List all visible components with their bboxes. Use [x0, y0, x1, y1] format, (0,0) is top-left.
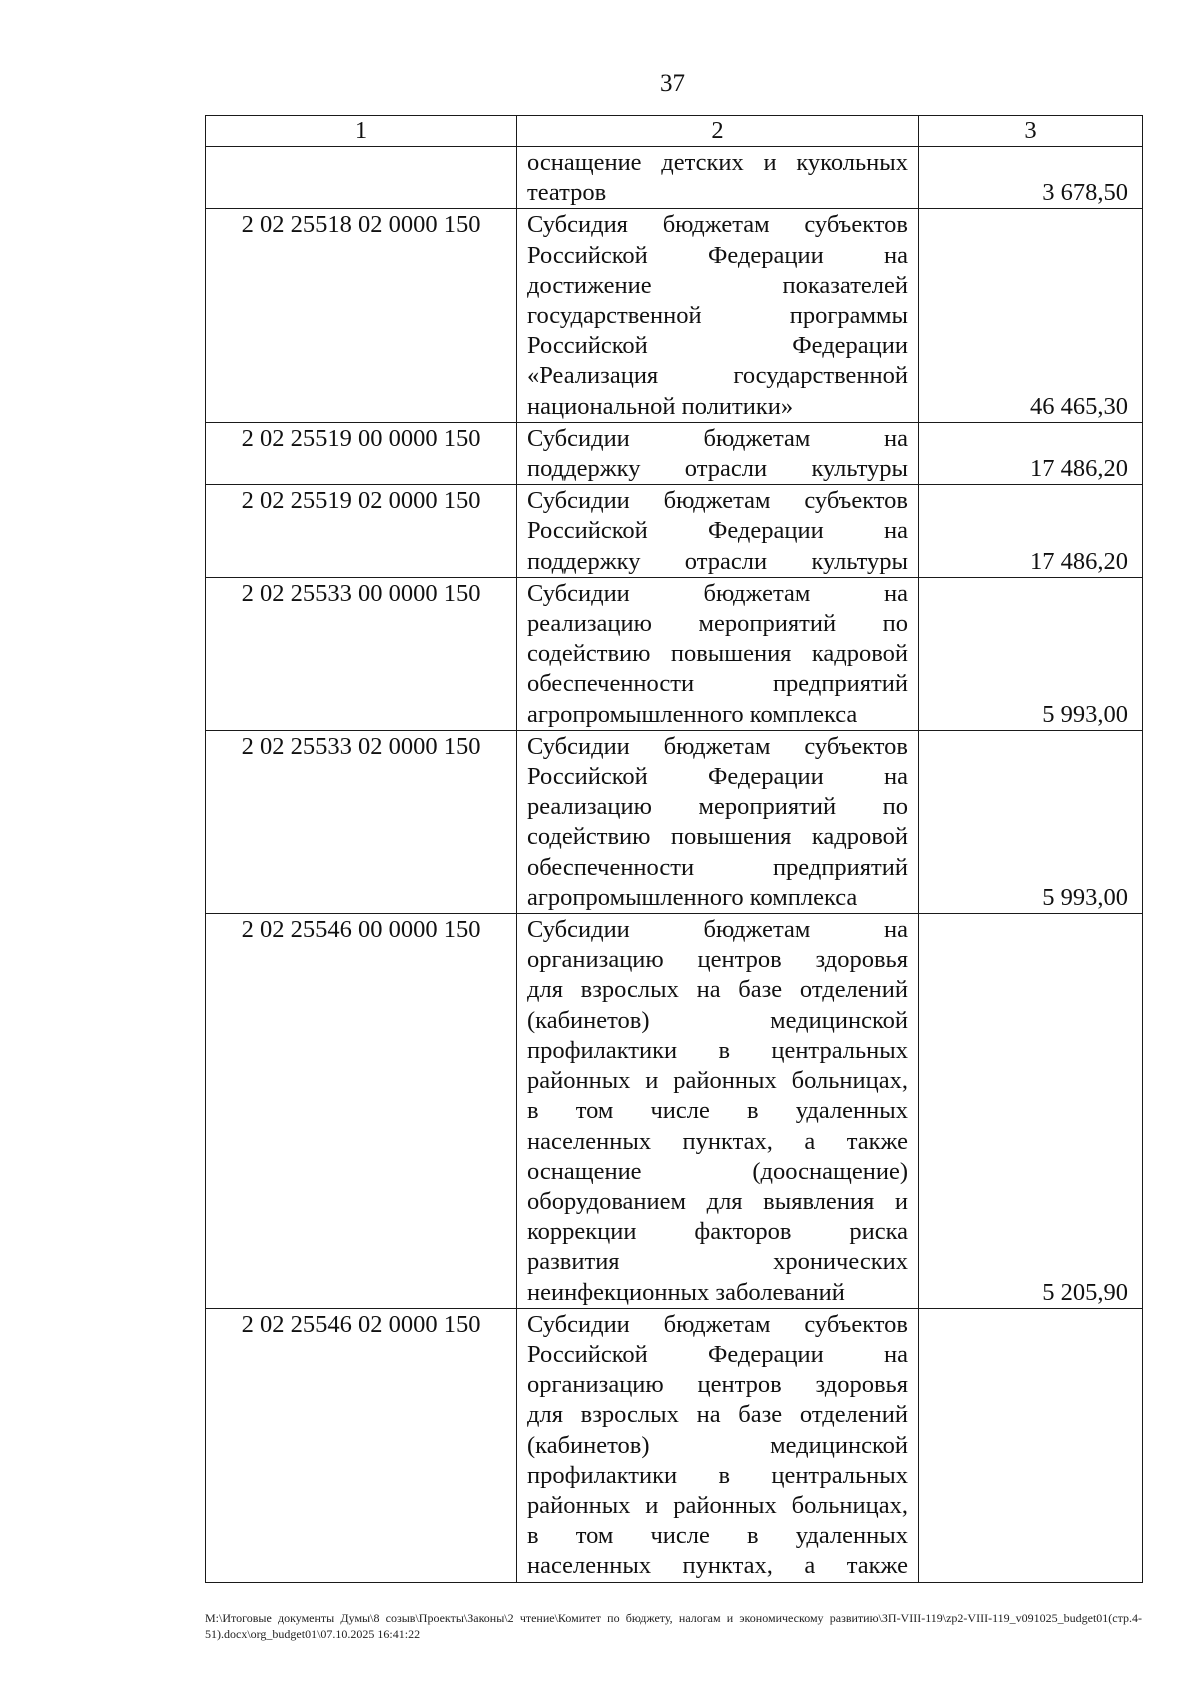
- amount-cell: [919, 1308, 1143, 1582]
- description-line: оснащение (дооснащение): [527, 1157, 908, 1185]
- description-line: поддержку отрасли культуры: [527, 455, 908, 483]
- description-cell: [517, 1308, 919, 1582]
- description-line: театров: [527, 179, 607, 207]
- budget-code-cell: 2 02 25533 00 0000 150: [206, 577, 517, 730]
- table-row: [206, 914, 1143, 1309]
- budget-code-cell: 2 02 25546 00 0000 150: [206, 914, 517, 1309]
- description-cell: [517, 730, 919, 913]
- column-header-2: 2: [517, 116, 919, 147]
- table-row: [206, 730, 1143, 913]
- description-line: оснащение детских и кукольных: [527, 149, 908, 176]
- description-line: содействию повышения кадровой: [527, 823, 908, 851]
- amount-cell: 17 486,20: [919, 422, 1143, 484]
- description-line: профилактики в центральных: [527, 1036, 908, 1064]
- description-line: организацию центров здоровья: [527, 1371, 908, 1399]
- description-line: Российской Федерации на: [527, 517, 908, 545]
- description-line: населенных пунктах, а также: [527, 1127, 908, 1155]
- description-line: районных и районных больницах,: [527, 1067, 908, 1095]
- table-row: [206, 1308, 1143, 1582]
- description-line: реализацию мероприятий по: [527, 793, 908, 821]
- description-line: государственной программы: [527, 302, 908, 330]
- description-line: для взрослых на базе отделений: [527, 976, 908, 1004]
- amount-cell: 5 993,00: [919, 730, 1143, 913]
- description-line: оборудованием для выявления и: [527, 1187, 908, 1215]
- description-line: Субсидии бюджетам на: [527, 424, 908, 452]
- description-line: развития хронических: [527, 1248, 908, 1276]
- page-number: 37: [660, 70, 685, 97]
- table-row: [206, 209, 1143, 422]
- budget-code-cell: 2 02 25546 02 0000 150: [206, 1308, 517, 1582]
- description-line: (кабинетов) медицинской: [527, 1431, 908, 1459]
- budget-code-cell: 2 02 25519 00 0000 150: [206, 422, 517, 484]
- description-line: районных и районных больницах,: [527, 1491, 908, 1519]
- description-line: содействию повышения кадровой: [527, 640, 908, 668]
- amount-cell: 3 678,50: [919, 147, 1143, 209]
- description-line: Российской Федерации на: [527, 1340, 908, 1368]
- table-header-row: [206, 116, 1143, 147]
- description-line: в том числе в удаленных: [527, 1522, 908, 1550]
- description-line: агропромышленного комплекса: [527, 700, 858, 728]
- description-line: Субсидия бюджетам субъектов: [527, 211, 908, 239]
- column-header-1: 1: [206, 116, 517, 147]
- description-line: реализацию мероприятий по: [527, 610, 908, 638]
- description-cell: [517, 422, 919, 484]
- table-row: [206, 485, 1143, 578]
- table-row: [206, 147, 1143, 209]
- document-file-path-footer: M:\Итоговые документы Думы\8 созыв\Проекты\Законы\2 чтение\Комитет по бюджету, налогам и экономическому развитию\ЗП-VIII-119\zp2-VIII-119_v091025_budget01(стр.4-51).docx\org_budget01\07.10.2025 16:41:22: [205, 1611, 1142, 1641]
- description-cell: [517, 209, 919, 422]
- description-line: организацию центров здоровья: [527, 946, 908, 974]
- description-line: Российской Федерации на: [527, 241, 908, 269]
- description-line: Субсидии бюджетам на: [527, 916, 908, 944]
- table-body: [206, 116, 1143, 1583]
- description-line: коррекции факторов риска: [527, 1218, 908, 1246]
- description-line: обеспеченности предприятий: [527, 853, 908, 881]
- amount-cell: 17 486,20: [919, 485, 1143, 578]
- budget-code-cell: [206, 147, 517, 209]
- description-line: профилактики в центральных: [527, 1461, 908, 1489]
- description-line: Субсидии бюджетам субъектов: [527, 487, 908, 515]
- amount-cell: 5 205,90: [919, 914, 1143, 1309]
- description-cell: [517, 147, 919, 209]
- description-line: «Реализация государственной: [527, 362, 908, 390]
- description-cell: [517, 485, 919, 578]
- description-line: в том числе в удаленных: [527, 1097, 908, 1125]
- description-line: (кабинетов) медицинской: [527, 1006, 908, 1034]
- description-line: Российской Федерации на: [527, 763, 908, 791]
- description-line: Субсидии бюджетам субъектов: [527, 1310, 908, 1338]
- description-line: поддержку отрасли культуры: [527, 547, 908, 575]
- description-cell: [517, 577, 919, 730]
- description-line: населенных пунктах, а также: [527, 1552, 908, 1580]
- description-line: Субсидии бюджетам субъектов: [527, 732, 908, 760]
- description-line: неинфекционных заболеваний: [527, 1278, 845, 1306]
- description-line: национальной политики»: [527, 392, 794, 420]
- amount-cell: 46 465,30: [919, 209, 1143, 422]
- column-header-3: 3: [919, 116, 1143, 147]
- budget-revenue-table: [205, 115, 1143, 1583]
- description-line: обеспеченности предприятий: [527, 670, 908, 698]
- table-row: [206, 577, 1143, 730]
- description-line: Российской Федерации: [527, 332, 908, 360]
- budget-code-cell: 2 02 25533 02 0000 150: [206, 730, 517, 913]
- description-line: агропромышленного комплекса: [527, 883, 858, 911]
- description-line: достижение показателей: [527, 271, 908, 299]
- description-line: Субсидии бюджетам на: [527, 579, 908, 607]
- budget-code-cell: 2 02 25518 02 0000 150: [206, 209, 517, 422]
- amount-cell: 5 993,00: [919, 577, 1143, 730]
- description-line: для взрослых на базе отделений: [527, 1401, 908, 1429]
- budget-code-cell: 2 02 25519 02 0000 150: [206, 485, 517, 578]
- description-cell: [517, 914, 919, 1309]
- table-row: [206, 422, 1143, 484]
